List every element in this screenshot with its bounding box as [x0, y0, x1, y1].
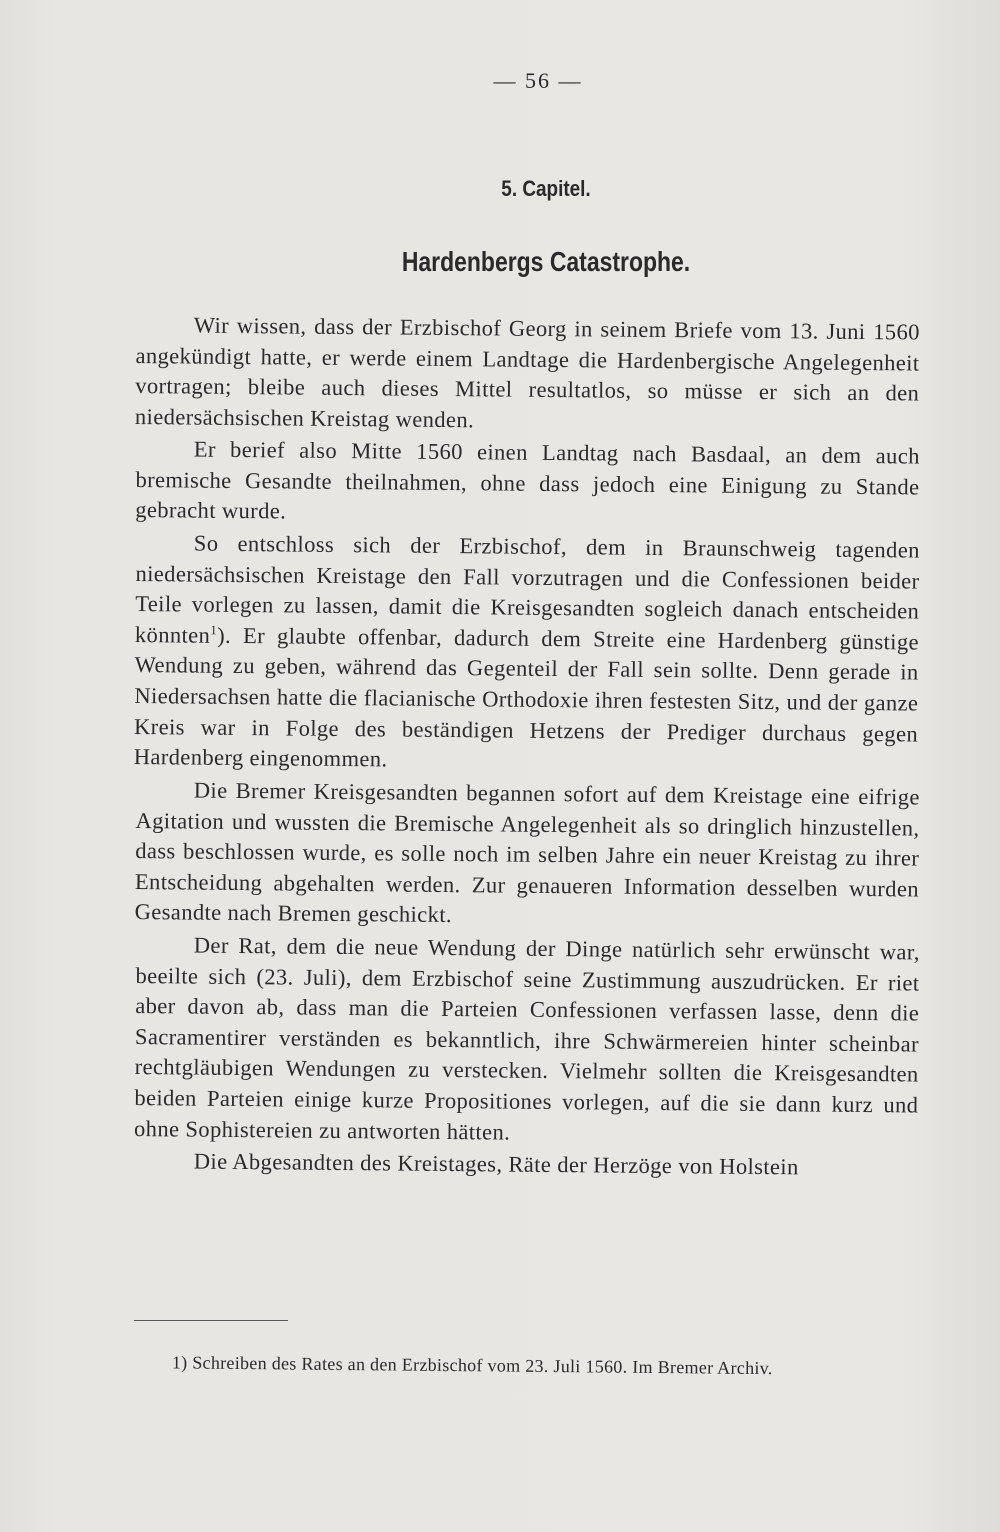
paragraph-4: Die Bremer Kreisgesandten begannen sofort auf dem Kreistage eine eifrige Agitation und wussten die Bremische Angelegenheit als so dringlich hinzustellen, dass beschlossen wurde, es solle noch im selben Jahre ein neuer Kreistag zu ihrer Entscheidung abgehalten werden. Zur genaueren Information desselben wurden Gesandte nach Bremen geschickt. [134, 777, 920, 928]
paragraph-6: Die Abgesandten des Kreistages, Räte der Herzöge von Holstein [193, 1148, 799, 1180]
footnote-marker: 1 [210, 622, 218, 638]
paragraph-1: Wir wissen, dass der Erzbischof Georg in seinem Briefe vom 13. Juni 1560 angekündigt hatte, er werde einem Landtage die Hardenbergische Angelegenheit vortragen; bleibe auch dieses Mittel resultatlos, so müsse er sich an den niedersächsischen Kreistag wenden. [134, 312, 920, 433]
paragraph-5: Der Rat, dem die neue Wendung der Dinge natürlich sehr erwünscht war, beeilte sich (23. Juli), dem Erzbischof seine Zustimmung auszudrücken. Er riet aber davon ab, dass man die Parteien Confessionen verfassen lasse, denn die Sacramentirer verständen es bekanntlich, ihre Schwärmereien hinter scheinbar rechtgläubigen Wendungen zu verstecken. Vielmehr sollten die Kreisgesandten beiden Parteien einige kurze Propositiones vorlegen, auf die sie dann kurz und ohne Sophistereien zu antworten hätten. [133, 932, 920, 1145]
paragraph-2: Er berief also Mitte 1560 einen Landtag nach Basdaal, an dem auch bremische Gesandte theilnahmen, ohne dass jedoch eine Einigung zu Stande gebracht wurde. [135, 436, 920, 525]
paragraph-3-text-after: ). Er glaubte offenbar, dadurch dem Streite eine Hardenberg günstige Wendung zu geben, während das Gegenteil der Fall sein sollte. Denn gerade in Niedersachsen hatte die flacianische Orthodoxie ihren festesten Sitz, und der ganze Kreis war in Folge des beständigen Hetzens der Prediger durchaus gegen Hardenberg eingenommen. [133, 622, 920, 772]
body-text [133, 310, 920, 1180]
chapter-title: Hardenbergs Catastrophe. [401, 246, 691, 277]
paragraph-3 [134, 528, 920, 780]
page-number: — 56 — [493, 68, 583, 93]
footnote: 1) Schreiben des Rates an den Erzbischof vom 23. Juli 1560. Im Bremer Archiv. [171, 1352, 773, 1379]
footnote-divider [134, 1320, 288, 1321]
chapter-number: 5. Capitel. [501, 176, 591, 201]
paragraph-3-text-before: So entschloss sich der Erzbischof, dem in Braunschweig tagenden niedersächsischen Kreistage den Fall vorzutragen und die Confessionen beider Teile vorlegen zu lassen, damit die Kreisgesandten sogleich danach entscheiden könnten [134, 530, 920, 648]
